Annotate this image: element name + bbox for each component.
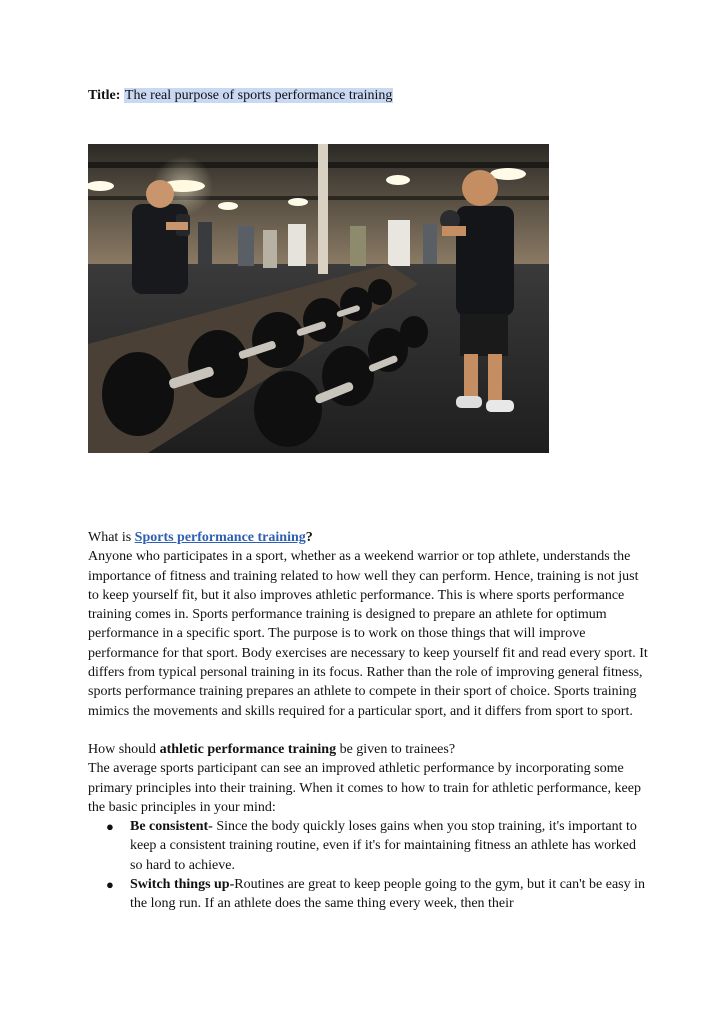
- section1-question-prefix: What is: [88, 530, 135, 545]
- list-item: [106, 875, 648, 914]
- section1-question-suffix: ?: [305, 530, 313, 545]
- title-text: The real purpose of sports performance training: [124, 88, 393, 103]
- bullet-text: Routines are great to keep people going to the gym, but it can't be easy in the long run. If an athlete does the same thing every week, then their: [130, 877, 646, 912]
- bullet-bold: Switch things up-: [130, 877, 235, 893]
- title-label: Title:: [88, 88, 121, 103]
- section2-question-suffix: be given to trainees?: [336, 741, 456, 757]
- section1-paragraph: Anyone who participates in a sport, whether as a weekend warrior or top athlete, understands the importance of fitness and training related to how well they can perform. Hence, training is not just to keep yourself fit, but it also improves athletic performance. This is where sports performance training comes in. Sports performance training is designed to prepare an athlete for optimum performance in a specific sport. The purpose is to work on those things that will improve performance for that sport. Body exercises are necessary to keep yourself fit and read every sport. It differs from typical personal training in its focus. Rather than the role of improving general fitness, sports performance training prepares an athlete to compete in their sport of choice. Sports training mimics the movements and skills required for a particular sport, and it differs from sport to sport.: [88, 549, 648, 719]
- article-body: [88, 528, 648, 914]
- bullet-bold: Be consistent-: [130, 819, 213, 835]
- list-item: [106, 817, 648, 875]
- section2-question-prefix: How should: [88, 741, 160, 757]
- section1-question: [88, 528, 648, 547]
- section2-question-bold: athletic performance training: [159, 741, 337, 757]
- gym-photo-illustration: [88, 144, 549, 453]
- gym-photo: [88, 144, 549, 453]
- bullet-icon: ●: [106, 819, 114, 835]
- section2-question: [88, 740, 648, 759]
- bullet-text: Since the body quickly loses gains when you stop training, it's important to keep a consistent training routine, even if it's for maintaining fitness an athlete has worked so hard to achieve.: [130, 819, 637, 873]
- sports-performance-link[interactable]: Sports performance training: [134, 530, 306, 545]
- section2-paragraph: The average sports participant can see an improved athletic performance by incorporating some primary principles into their training. When it comes to how to train for athletic performance, keep the basic principles in your mind:: [88, 761, 641, 815]
- bullet-icon: ●: [106, 877, 114, 893]
- title-line: [88, 87, 393, 105]
- principles-list: [88, 817, 648, 913]
- paragraph-spacer: [88, 721, 648, 740]
